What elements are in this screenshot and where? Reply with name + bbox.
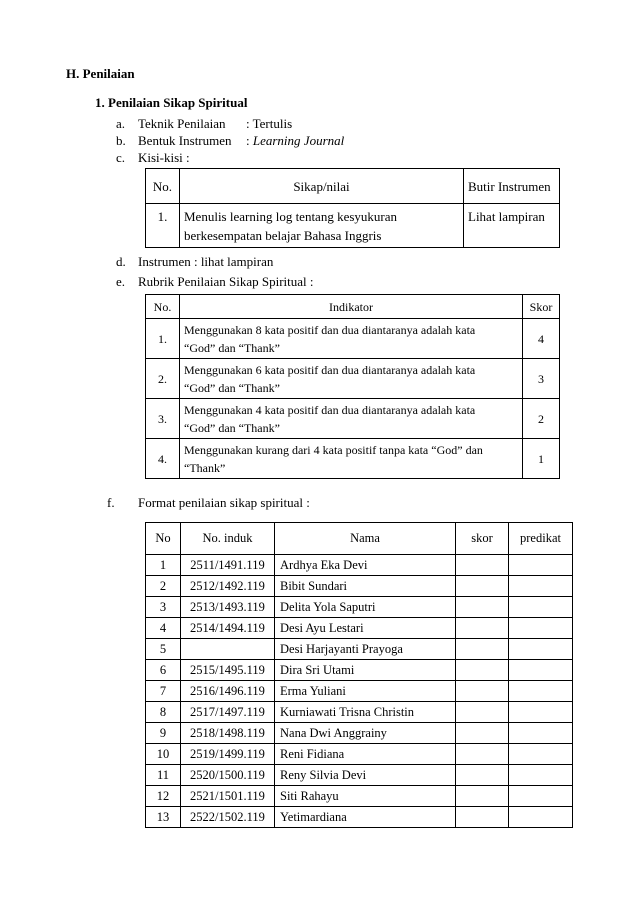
format-row <box>146 555 573 576</box>
format-row-induk: 2519/1499.119 <box>181 744 275 765</box>
format-row-nama: Bibit Sundari <box>275 576 456 597</box>
format-row-predikat <box>509 765 573 786</box>
format-row-nama: Erma Yuliani <box>275 681 456 702</box>
format-row-no: 4 <box>146 618 181 639</box>
item-e-label: Rubrik Penilaian Sikap Spiritual : <box>138 274 314 289</box>
format-row-predikat <box>509 702 573 723</box>
format-header-nama: Nama <box>275 523 456 555</box>
format-row-skor <box>456 618 509 639</box>
format-row-predikat <box>509 681 573 702</box>
format-row <box>146 681 573 702</box>
format-row-skor <box>456 660 509 681</box>
format-row-induk: 2516/1496.119 <box>181 681 275 702</box>
format-row <box>146 744 573 765</box>
rubrik-row-skor: 2 <box>523 399 560 439</box>
section-heading: H. Penilaian <box>66 66 135 81</box>
rubrik-row-indikator <box>180 319 523 359</box>
item-b-value-text: Learning Journal <box>252 133 345 148</box>
rubrik-row-skor: 4 <box>523 319 560 359</box>
format-row-skor <box>456 723 509 744</box>
rubrik-row-no: 2. <box>146 359 180 399</box>
format-row-predikat <box>509 576 573 597</box>
format-row <box>146 618 573 639</box>
item-f-marker: f. <box>107 495 115 510</box>
format-row-no: 1 <box>146 555 181 576</box>
item-c-label: Kisi-kisi : <box>138 150 190 165</box>
format-row-no: 13 <box>146 807 181 828</box>
format-row-nama: Desi Ayu Lestari <box>275 618 456 639</box>
format-row-predikat <box>509 786 573 807</box>
format-row <box>146 786 573 807</box>
kisi-row-butir: Lihat lampiran <box>464 204 560 248</box>
format-row-induk: 2517/1497.119 <box>181 702 275 723</box>
item-a-label: Teknik Penilaian <box>138 116 226 131</box>
format-body <box>146 555 573 828</box>
rubrik-row-indikator-line2: “God” dan “Thank” <box>184 420 280 435</box>
format-row-predikat <box>509 660 573 681</box>
format-row-no: 3 <box>146 597 181 618</box>
format-row-predikat <box>509 807 573 828</box>
format-row-no: 2 <box>146 576 181 597</box>
kisi-header-sikap: Sikap/nilai <box>180 169 464 204</box>
format-row-nama: Reni Fidiana <box>275 744 456 765</box>
format-row-induk: 2512/1492.119 <box>181 576 275 597</box>
rubrik-row-skor: 3 <box>523 359 560 399</box>
format-row-nama: Reny Silvia Devi <box>275 765 456 786</box>
format-row <box>146 702 573 723</box>
format-row-induk <box>181 639 275 660</box>
format-row-induk: 2518/1498.119 <box>181 723 275 744</box>
rubrik-header-no: No. <box>146 295 180 319</box>
format-row-predikat <box>509 618 573 639</box>
format-row <box>146 765 573 786</box>
format-row <box>146 639 573 660</box>
format-row-no: 12 <box>146 786 181 807</box>
item-b-value-prefix: : <box>246 133 253 148</box>
format-row-skor <box>456 807 509 828</box>
format-table <box>145 522 573 828</box>
format-row-skor <box>456 639 509 660</box>
rubrik-row <box>146 359 560 399</box>
format-header-predikat: predikat <box>509 523 573 555</box>
format-row-skor <box>456 576 509 597</box>
format-row-skor <box>456 786 509 807</box>
rubrik-row-indikator-line1: Menggunakan 8 kata positif dan dua diantaranya adalah kata <box>184 322 476 337</box>
rubrik-row-skor: 1 <box>523 439 560 479</box>
rubrik-row-indikator <box>180 359 523 399</box>
rubrik-row-indikator <box>180 439 523 479</box>
rubrik-header-skor: Skor <box>523 295 560 319</box>
format-row <box>146 576 573 597</box>
format-row-induk: 2520/1500.119 <box>181 765 275 786</box>
rubrik-row <box>146 399 560 439</box>
rubrik-row-indikator-line1: Menggunakan 6 kata positif dan dua diantaranya adalah kata <box>184 362 476 377</box>
item-a-marker: a. <box>116 116 126 131</box>
format-row <box>146 660 573 681</box>
format-row-predikat <box>509 723 573 744</box>
format-row-no: 9 <box>146 723 181 744</box>
format-row-nama: Ardhya Eka Devi <box>275 555 456 576</box>
item-a-value: : Tertulis <box>246 116 293 131</box>
rubrik-row-no: 3. <box>146 399 180 439</box>
rubrik-header-indikator: Indikator <box>180 295 523 319</box>
kisi-table <box>145 168 560 248</box>
format-row-induk: 2511/1491.119 <box>181 555 275 576</box>
format-row-skor <box>456 765 509 786</box>
format-row-nama: Dira Sri Utami <box>275 660 456 681</box>
item-d-marker: d. <box>116 254 126 269</box>
format-row-skor <box>456 597 509 618</box>
item-c-marker: c. <box>116 150 126 165</box>
format-row-predikat <box>509 744 573 765</box>
format-row-nama: Nana Dwi Anggrainy <box>275 723 456 744</box>
rubrik-header-row <box>146 295 560 319</box>
subsection-heading: 1. Penilaian Sikap Spiritual <box>95 95 248 110</box>
format-row-induk: 2514/1494.119 <box>181 618 275 639</box>
rubrik-row <box>146 439 560 479</box>
format-row <box>146 597 573 618</box>
kisi-row-sikap-line2: berkesempatan belajar Bahasa Inggris <box>184 228 382 243</box>
format-row-skor <box>456 681 509 702</box>
format-row-skor <box>456 744 509 765</box>
format-row-no: 6 <box>146 660 181 681</box>
format-row-no: 5 <box>146 639 181 660</box>
rubrik-row-indikator-line1: Menggunakan kurang dari 4 kata positif tanpa kata “God” dan <box>184 442 483 457</box>
item-f-label: Format penilaian sikap spiritual : <box>138 495 310 510</box>
kisi-header-no: No. <box>146 169 180 204</box>
rubrik-row-indikator <box>180 399 523 439</box>
format-row-induk: 2521/1501.119 <box>181 786 275 807</box>
rubrik-row-indikator-line2: “God” dan “Thank” <box>184 380 280 395</box>
rubrik-row-indikator-line2: “God” dan “Thank” <box>184 340 280 355</box>
item-e-marker: e. <box>116 274 126 289</box>
rubrik-table <box>145 294 560 479</box>
format-header-row <box>146 523 573 555</box>
format-row-nama: Desi Harjayanti Prayoga <box>275 639 456 660</box>
format-header-induk: No. induk <box>181 523 275 555</box>
format-row-induk: 2522/1502.119 <box>181 807 275 828</box>
format-row-predikat <box>509 555 573 576</box>
format-row-no: 10 <box>146 744 181 765</box>
item-b-marker: b. <box>116 133 126 148</box>
format-row-nama: Siti Rahayu <box>275 786 456 807</box>
kisi-row-sikap <box>180 204 464 248</box>
format-row-skor <box>456 702 509 723</box>
format-row-nama: Yetimardiana <box>275 807 456 828</box>
format-row-no: 11 <box>146 765 181 786</box>
kisi-row-no: 1. <box>146 204 180 248</box>
format-row-nama: Delita Yola Saputri <box>275 597 456 618</box>
format-row <box>146 723 573 744</box>
rubrik-row-no: 1. <box>146 319 180 359</box>
format-row <box>146 807 573 828</box>
item-d-label: Instrumen : lihat lampiran <box>138 254 274 269</box>
format-row-no: 7 <box>146 681 181 702</box>
format-row-nama: Kurniawati Trisna Christin <box>275 702 456 723</box>
item-b-label: Bentuk Instrumen <box>138 133 232 148</box>
format-row-predikat <box>509 639 573 660</box>
rubrik-row-indikator-line2: “Thank” <box>184 460 226 475</box>
kisi-row <box>146 204 560 248</box>
item-b-value <box>246 133 344 149</box>
format-row-induk: 2515/1495.119 <box>181 660 275 681</box>
rubrik-row <box>146 319 560 359</box>
kisi-row-sikap-line1: Menulis learning log tentang kesyukuran <box>184 209 398 224</box>
kisi-header-row <box>146 169 560 204</box>
format-header-skor: skor <box>456 523 509 555</box>
format-row-skor <box>456 555 509 576</box>
rubrik-row-no: 4. <box>146 439 180 479</box>
format-row-no: 8 <box>146 702 181 723</box>
format-header-no: No <box>146 523 181 555</box>
format-row-predikat <box>509 597 573 618</box>
kisi-header-butir: Butir Instrumen <box>464 169 560 204</box>
format-row-induk: 2513/1493.119 <box>181 597 275 618</box>
rubrik-row-indikator-line1: Menggunakan 4 kata positif dan dua diantaranya adalah kata <box>184 402 476 417</box>
